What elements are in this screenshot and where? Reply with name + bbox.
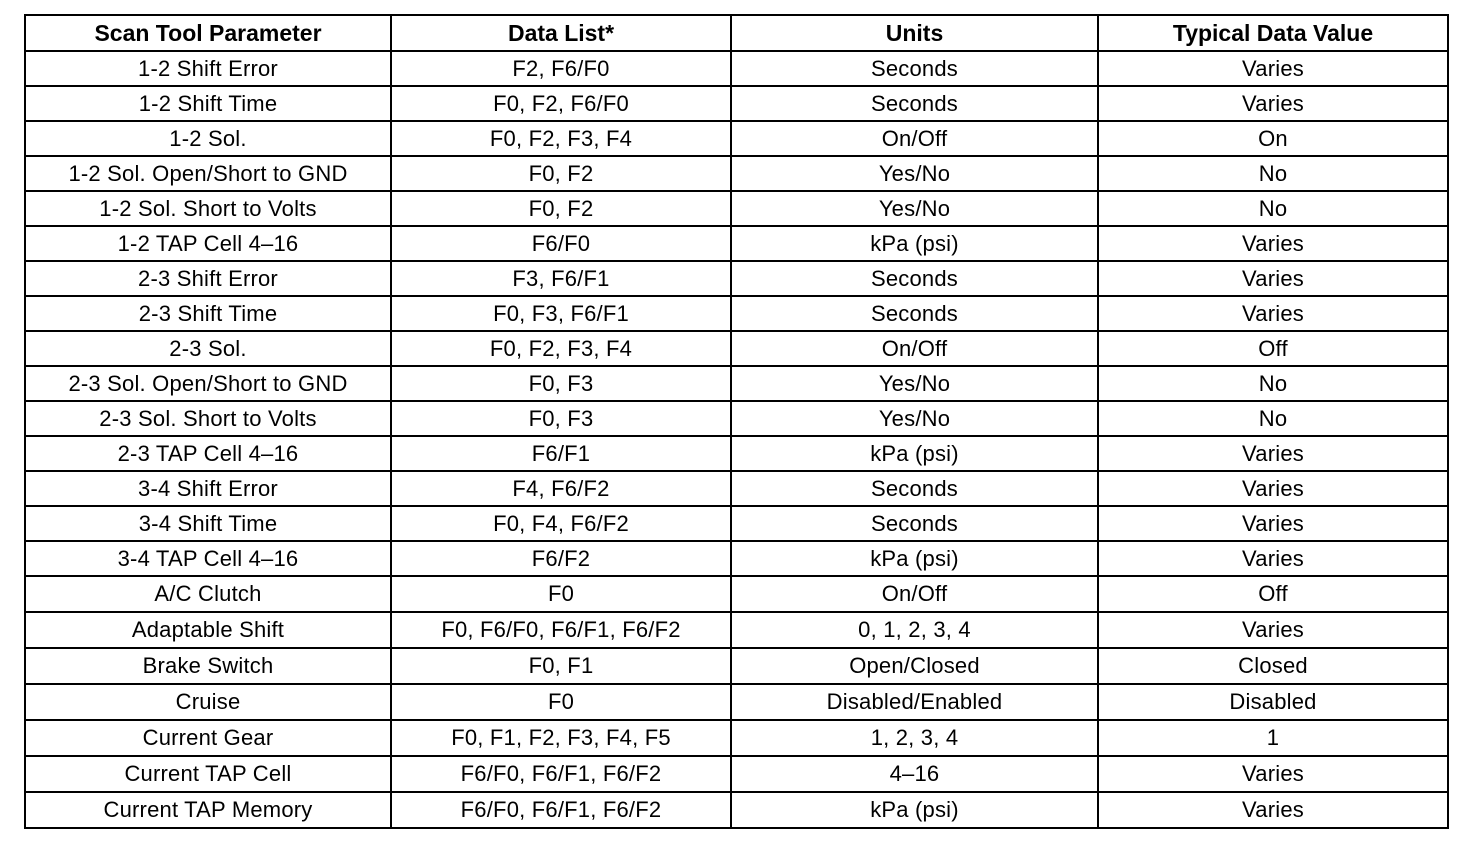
cell-parameter: Cruise [25,684,391,720]
cell-data-list: F0, F2, F3, F4 [391,121,731,156]
cell-parameter: Brake Switch [25,648,391,684]
cell-data-list: F0, F2 [391,191,731,226]
table-row [25,720,1448,756]
cell-parameter: 2-3 TAP Cell 4–16 [25,436,391,471]
cell-data-list: F6/F0 [391,226,731,261]
cell-units: Disabled/Enabled [731,684,1098,720]
table-row [25,261,1448,296]
cell-typical-value: Varies [1098,296,1448,331]
cell-parameter: 1-2 Sol. Open/Short to GND [25,156,391,191]
table-row [25,506,1448,541]
table-row [25,121,1448,156]
header-units: Units [731,15,1098,51]
cell-parameter: 3-4 TAP Cell 4–16 [25,541,391,576]
cell-parameter: 2-3 Shift Error [25,261,391,296]
header-typical-data-value: Typical Data Value [1098,15,1448,51]
cell-data-list: F0, F3 [391,366,731,401]
header-data-list: Data List* [391,15,731,51]
cell-units: Seconds [731,296,1098,331]
table-row [25,401,1448,436]
cell-parameter: 1-2 TAP Cell 4–16 [25,226,391,261]
cell-typical-value: Varies [1098,792,1448,828]
cell-units: Seconds [731,261,1098,296]
cell-typical-value: Varies [1098,506,1448,541]
scan-tool-parameter-table [24,14,1449,829]
cell-units: Seconds [731,51,1098,86]
cell-parameter: 2-3 Sol. Short to Volts [25,401,391,436]
cell-typical-value: Varies [1098,86,1448,121]
cell-typical-value: Varies [1098,756,1448,792]
table-row [25,541,1448,576]
cell-parameter: 1-2 Sol. Short to Volts [25,191,391,226]
cell-data-list: F3, F6/F1 [391,261,731,296]
table-row [25,792,1448,828]
table-body [25,51,1448,828]
cell-units: kPa (psi) [731,226,1098,261]
table-row [25,756,1448,792]
cell-parameter: 1-2 Shift Error [25,51,391,86]
cell-data-list: F4, F6/F2 [391,471,731,506]
cell-typical-value: Varies [1098,261,1448,296]
cell-data-list: F0 [391,576,731,612]
cell-typical-value: Varies [1098,541,1448,576]
cell-parameter: Current TAP Cell [25,756,391,792]
cell-typical-value: On [1098,121,1448,156]
cell-units: On/Off [731,576,1098,612]
cell-data-list: F0, F2, F6/F0 [391,86,731,121]
cell-units: Yes/No [731,191,1098,226]
cell-units: Seconds [731,471,1098,506]
cell-units: 1, 2, 3, 4 [731,720,1098,756]
cell-units: Yes/No [731,401,1098,436]
cell-data-list: F0, F1 [391,648,731,684]
cell-typical-value: 1 [1098,720,1448,756]
cell-units: On/Off [731,121,1098,156]
table-header [25,15,1448,51]
cell-units: kPa (psi) [731,792,1098,828]
table-row [25,51,1448,86]
scan-tool-data-sheet [24,14,1447,829]
table-row [25,684,1448,720]
cell-typical-value: Varies [1098,226,1448,261]
table-row [25,156,1448,191]
table-row [25,331,1448,366]
cell-data-list: F0, F2 [391,156,731,191]
cell-data-list: F0, F6/F0, F6/F1, F6/F2 [391,612,731,648]
table-row [25,226,1448,261]
cell-data-list: F0, F4, F6/F2 [391,506,731,541]
cell-data-list: F0, F1, F2, F3, F4, F5 [391,720,731,756]
cell-typical-value: No [1098,156,1448,191]
cell-units: Seconds [731,86,1098,121]
cell-data-list: F2, F6/F0 [391,51,731,86]
cell-units: Yes/No [731,156,1098,191]
cell-data-list: F6/F0, F6/F1, F6/F2 [391,756,731,792]
table-row [25,86,1448,121]
cell-parameter: 2-3 Sol. [25,331,391,366]
cell-units: Seconds [731,506,1098,541]
cell-units: kPa (psi) [731,541,1098,576]
cell-units: 4–16 [731,756,1098,792]
cell-parameter: 1-2 Shift Time [25,86,391,121]
cell-parameter: Current TAP Memory [25,792,391,828]
cell-parameter: 3-4 Shift Time [25,506,391,541]
table-row [25,366,1448,401]
cell-typical-value: Varies [1098,51,1448,86]
cell-parameter: 2-3 Sol. Open/Short to GND [25,366,391,401]
cell-parameter: Current Gear [25,720,391,756]
cell-data-list: F6/F2 [391,541,731,576]
table-row [25,471,1448,506]
cell-typical-value: Varies [1098,436,1448,471]
cell-parameter: 2-3 Shift Time [25,296,391,331]
cell-data-list: F0, F2, F3, F4 [391,331,731,366]
cell-data-list: F0 [391,684,731,720]
cell-parameter: 3-4 Shift Error [25,471,391,506]
cell-typical-value: Off [1098,331,1448,366]
cell-data-list: F0, F3, F6/F1 [391,296,731,331]
cell-typical-value: No [1098,366,1448,401]
cell-units: On/Off [731,331,1098,366]
cell-data-list: F0, F3 [391,401,731,436]
cell-typical-value: No [1098,401,1448,436]
cell-typical-value: Varies [1098,612,1448,648]
table-row [25,296,1448,331]
cell-typical-value: Closed [1098,648,1448,684]
cell-typical-value: Varies [1098,471,1448,506]
header-row [25,15,1448,51]
header-scan-tool-parameter: Scan Tool Parameter [25,15,391,51]
cell-data-list: F6/F1 [391,436,731,471]
table-row [25,436,1448,471]
cell-parameter: 1-2 Sol. [25,121,391,156]
table-row [25,612,1448,648]
cell-typical-value: Off [1098,576,1448,612]
cell-units: kPa (psi) [731,436,1098,471]
table-row [25,191,1448,226]
table-row [25,576,1448,612]
cell-parameter: Adaptable Shift [25,612,391,648]
cell-typical-value: Disabled [1098,684,1448,720]
cell-parameter: A/C Clutch [25,576,391,612]
cell-data-list: F6/F0, F6/F1, F6/F2 [391,792,731,828]
cell-units: Yes/No [731,366,1098,401]
cell-units: 0, 1, 2, 3, 4 [731,612,1098,648]
table-row [25,648,1448,684]
cell-typical-value: No [1098,191,1448,226]
cell-units: Open/Closed [731,648,1098,684]
